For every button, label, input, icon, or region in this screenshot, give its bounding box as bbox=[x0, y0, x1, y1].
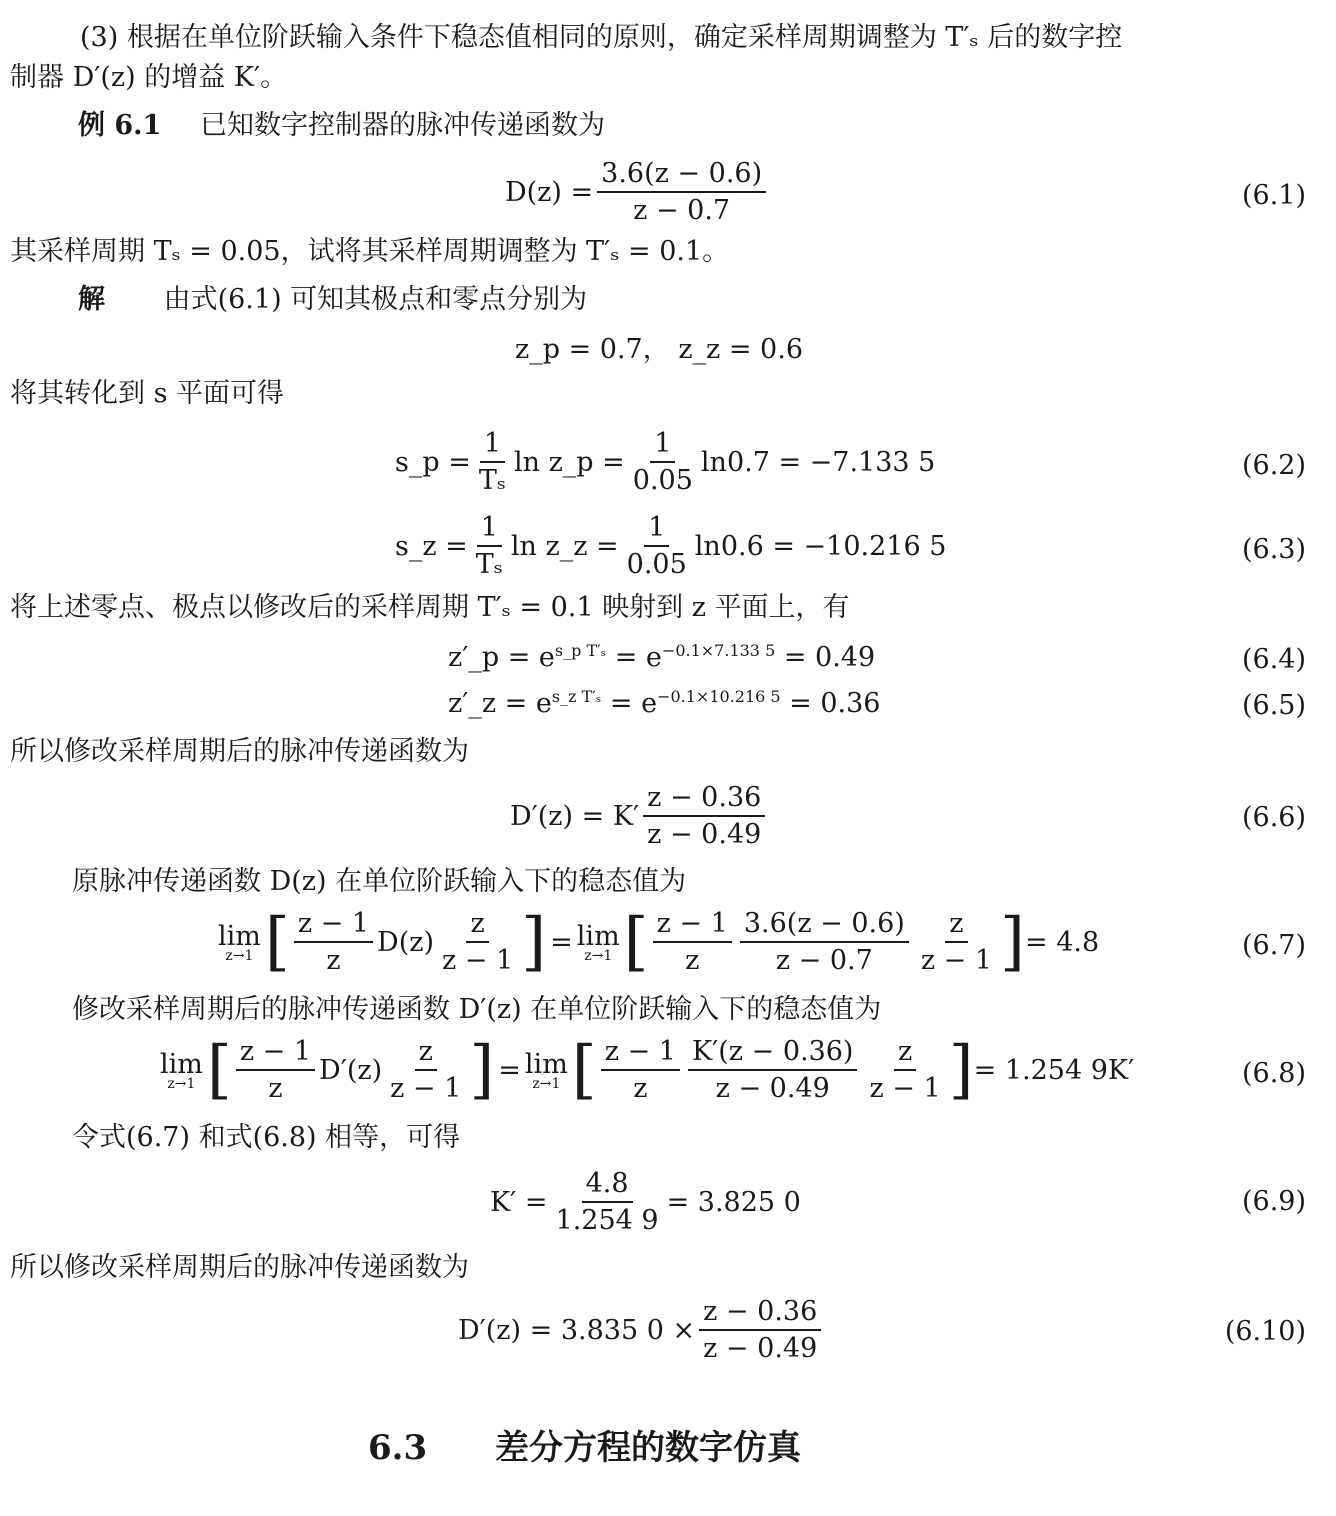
denominator: Tₛ bbox=[475, 549, 503, 580]
bracket-close: ] bbox=[948, 1033, 974, 1107]
lim-sub: z→1 bbox=[532, 1075, 561, 1092]
numerator: 3.6(z − 0.6) bbox=[740, 908, 909, 943]
eq-lhs: s_z = bbox=[395, 530, 468, 562]
equation-6-9 bbox=[490, 1168, 801, 1236]
equation-number: (6.10) bbox=[1224, 1316, 1306, 1347]
equation-6-10 bbox=[458, 1296, 825, 1364]
equation-6-8 bbox=[160, 1033, 1135, 1107]
example-line bbox=[78, 110, 605, 141]
numerator: 3.6(z − 0.6) bbox=[597, 158, 766, 193]
bracket-open: [ bbox=[571, 1033, 597, 1107]
numerator: z − 1 bbox=[601, 1036, 680, 1071]
solution-text: 由式(6.1) 可知其极点和零点分别为 bbox=[163, 284, 588, 315]
denominator: z − 0.49 bbox=[647, 819, 762, 850]
eq-term: = e bbox=[601, 688, 658, 719]
eq-term: = e bbox=[606, 642, 662, 673]
denominator: z − 1 bbox=[442, 945, 514, 976]
equation-6-6 bbox=[510, 782, 769, 850]
limit bbox=[218, 921, 261, 964]
equation-number: (6.6) bbox=[1241, 802, 1306, 833]
lim-text: lim bbox=[576, 920, 620, 952]
lim-sub: z→1 bbox=[584, 947, 613, 964]
eq-term: ln z_z = bbox=[510, 530, 619, 562]
lim-sub: z→1 bbox=[225, 947, 254, 964]
denominator: Tₛ bbox=[478, 465, 506, 496]
bracket-open: [ bbox=[264, 905, 290, 979]
equation-6-3 bbox=[395, 512, 946, 580]
example-label: 例 6.1 bbox=[78, 110, 162, 141]
denominator: z − 1 bbox=[390, 1073, 462, 1104]
eq-lhs: D′(z) = 3.835 0 × bbox=[458, 1314, 696, 1346]
eq-term: ln z_p = bbox=[513, 446, 625, 478]
eq-rhs: = 0.49 bbox=[775, 642, 876, 673]
bracket-close: ] bbox=[469, 1033, 495, 1107]
numerator: z bbox=[894, 1036, 916, 1071]
equation-6-1 bbox=[505, 158, 770, 226]
fraction bbox=[653, 908, 732, 976]
limit bbox=[525, 1049, 568, 1092]
exponent: s_p T′ₛ bbox=[554, 641, 607, 660]
fraction bbox=[294, 908, 373, 976]
numerator: 4.8 bbox=[582, 1168, 633, 1203]
paragraph-line: 令式(6.7) 和式(6.8) 相等，可得 bbox=[72, 1122, 461, 1153]
equation-6-2 bbox=[395, 428, 935, 496]
fraction bbox=[475, 428, 510, 496]
solution-label: 解 bbox=[78, 284, 105, 315]
paragraph-line: 其采样周期 Tₛ = 0.05，试将其采样周期调整为 T′ₛ = 0.1。 bbox=[10, 236, 730, 267]
equation-number: (6.2) bbox=[1241, 450, 1306, 481]
numerator: z − 0.36 bbox=[699, 1296, 821, 1331]
eq-rhs: ln0.6 = −10.216 5 bbox=[694, 530, 947, 562]
equals: = bbox=[550, 926, 573, 958]
lim-text: lim bbox=[160, 1048, 203, 1080]
equals: = bbox=[498, 1054, 521, 1086]
equation-6-4 bbox=[448, 642, 875, 673]
numerator: z bbox=[415, 1036, 437, 1071]
equation-number: (6.8) bbox=[1241, 1058, 1306, 1089]
numerator: z bbox=[945, 908, 967, 943]
numerator: 1 bbox=[480, 428, 505, 463]
fraction bbox=[386, 1036, 465, 1104]
poles-zeros: z_p = 0.7， z_z = 0.6 bbox=[515, 334, 803, 365]
section-number: 6.3 bbox=[368, 1428, 428, 1468]
exponent: −0.1×7.133 5 bbox=[661, 641, 776, 660]
fraction bbox=[688, 1036, 858, 1104]
section-heading bbox=[368, 1420, 801, 1469]
numerator: z − 1 bbox=[294, 908, 373, 943]
paragraph-line: 所以修改采样周期后的脉冲传递函数为 bbox=[10, 736, 469, 767]
paragraph-line: (3) 根据在单位阶跃输入条件下稳态值相同的原则，确定采样周期调整为 T′ₛ 后的数字控 bbox=[80, 22, 1123, 53]
denominator: z bbox=[685, 945, 700, 976]
eq-lhs: s_p = bbox=[395, 446, 471, 478]
fraction bbox=[917, 908, 996, 976]
denominator: z bbox=[268, 1073, 283, 1104]
bracket-open: [ bbox=[206, 1033, 232, 1107]
denominator: 0.05 bbox=[632, 465, 693, 496]
denominator: z − 0.49 bbox=[703, 1333, 818, 1364]
limit bbox=[577, 921, 620, 964]
eq-rhs: = 3.825 0 bbox=[666, 1186, 801, 1218]
equation-number: (6.7) bbox=[1241, 930, 1306, 961]
numerator: 1 bbox=[477, 512, 502, 547]
fraction bbox=[597, 158, 766, 226]
eq-rhs: = 1.254 9K′ bbox=[973, 1054, 1135, 1086]
fraction bbox=[740, 908, 909, 976]
bracket-close: ] bbox=[1000, 905, 1025, 979]
eq-rhs: = 4.8 bbox=[1024, 926, 1100, 958]
paragraph-line: 所以修改采样周期后的脉冲传递函数为 bbox=[10, 1252, 469, 1283]
exponent: −0.1×10.216 5 bbox=[657, 687, 781, 706]
equation-number: (6.5) bbox=[1241, 690, 1306, 721]
equation-6-7 bbox=[218, 905, 1100, 979]
equation-number: (6.1) bbox=[1241, 180, 1306, 211]
lim-sub: z→1 bbox=[167, 1075, 196, 1092]
example-text: 已知数字控制器的脉冲传递函数为 bbox=[199, 110, 605, 141]
fraction bbox=[865, 1036, 944, 1104]
eq-lhs: z′_z = e bbox=[448, 688, 552, 719]
denominator: 0.05 bbox=[626, 549, 687, 580]
numerator: z − 0.36 bbox=[643, 782, 765, 817]
denominator: z − 0.49 bbox=[715, 1073, 830, 1104]
exponent: s_z T′ₛ bbox=[551, 687, 602, 706]
fraction bbox=[472, 512, 507, 580]
bracket-close: ] bbox=[521, 905, 547, 979]
eq-lhs: D(z) = bbox=[505, 176, 594, 208]
fraction bbox=[601, 1036, 680, 1104]
paragraph-line: 原脉冲传递函数 D(z) 在单位阶跃输入下的稳态值为 bbox=[72, 866, 687, 897]
equation-6-5 bbox=[448, 688, 880, 719]
equation-number: (6.3) bbox=[1241, 534, 1306, 565]
eq-lhs: D′(z) = K′ bbox=[510, 800, 640, 832]
eq-rhs: = 0.36 bbox=[780, 688, 881, 719]
denominator: z bbox=[633, 1073, 648, 1104]
eq-rhs: ln0.7 = −7.133 5 bbox=[700, 446, 936, 478]
eq-term: D′(z) bbox=[319, 1054, 383, 1086]
paragraph-line: 修改采样周期后的脉冲传递函数 D′(z) 在单位阶跃输入下的稳态值为 bbox=[72, 994, 882, 1025]
numerator: z − 1 bbox=[236, 1036, 315, 1071]
eq-term: D(z) bbox=[377, 926, 434, 958]
paragraph-line: 将上述零点、极点以修改后的采样周期 T′ₛ = 0.1 映射到 z 平面上，有 bbox=[10, 592, 850, 623]
denominator: z − 0.7 bbox=[775, 945, 873, 976]
limit bbox=[160, 1049, 203, 1092]
denominator: z bbox=[326, 945, 341, 976]
fraction bbox=[623, 512, 691, 580]
fraction bbox=[699, 1296, 821, 1364]
section-title: 差分方程的数字仿真 bbox=[495, 1428, 801, 1468]
equation-number: (6.9) bbox=[1241, 1186, 1306, 1217]
fraction bbox=[552, 1168, 663, 1236]
numerator: K′(z − 0.36) bbox=[688, 1036, 858, 1071]
paragraph-line: 制器 D′(z) 的增益 K′。 bbox=[10, 62, 288, 93]
numerator: z − 1 bbox=[653, 908, 732, 943]
numerator: 1 bbox=[644, 512, 669, 547]
equation-number: (6.4) bbox=[1241, 644, 1306, 675]
bracket-open: [ bbox=[623, 905, 649, 979]
numerator: 1 bbox=[650, 428, 675, 463]
denominator: 1.254 9 bbox=[555, 1205, 659, 1236]
fraction bbox=[629, 428, 697, 496]
denominator: z − 0.7 bbox=[633, 195, 731, 226]
fraction bbox=[643, 782, 765, 850]
solution-line bbox=[78, 284, 587, 315]
lim-text: lim bbox=[524, 1048, 568, 1080]
fraction bbox=[236, 1036, 315, 1104]
fraction bbox=[438, 908, 517, 976]
numerator: z bbox=[466, 908, 488, 943]
lim-text: lim bbox=[218, 920, 261, 952]
paragraph-line: 将其转化到 s 平面可得 bbox=[10, 378, 285, 409]
denominator: z − 1 bbox=[869, 1073, 941, 1104]
denominator: z − 1 bbox=[920, 945, 993, 976]
eq-lhs: K′ = bbox=[490, 1186, 548, 1218]
eq-lhs: z′_p = e bbox=[448, 642, 555, 673]
